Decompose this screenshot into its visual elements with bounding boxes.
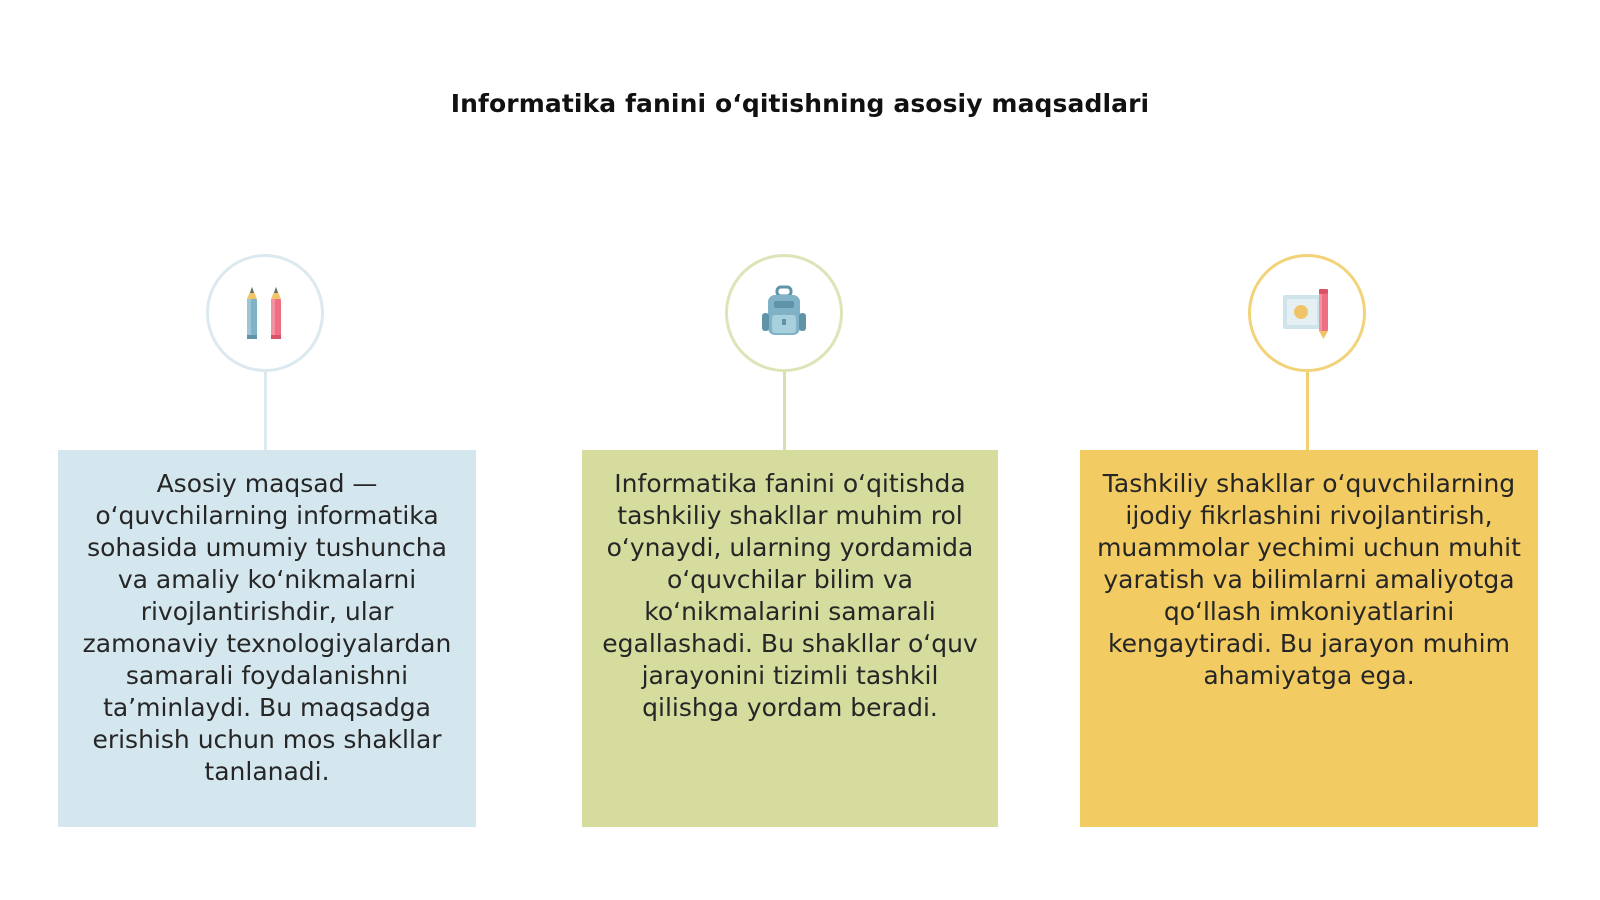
drawing-pencil-icon: [1277, 283, 1337, 343]
slide-title: Informatika fanini o‘qitishning asosiy maqsadlari: [450, 89, 1150, 118]
backpack-icon: [754, 283, 814, 343]
goal-card-3: Tashkiliy shakllar o‘quvchilarning ijodiy fikrlashini rivojlantirish, muammolar yechimi uchun muhit yaratish va bilimlarni amaliyotga qo‘llash imkoniyatlarini kengaytiradi. Bu jarayon muhim ahamiyatga ega.: [1080, 450, 1538, 827]
connector-line-1: [264, 372, 267, 450]
connector-line-3: [1306, 372, 1309, 450]
pencils-icon: [241, 283, 289, 343]
goal-card-2: Informatika fanini o‘qitishda tashkiliy shakllar muhim rol o‘ynaydi, ularning yordamida o‘quvchilar bilim va ko‘nikmalarini samarali egallashadi. Bu shakllar o‘quv jarayonini tizimli tashkil qilishga yordam beradi.: [582, 450, 998, 827]
connector-line-2: [783, 372, 786, 450]
icon-ring-3: [1248, 254, 1366, 372]
icon-ring-1: [206, 254, 324, 372]
icon-ring-2: [725, 254, 843, 372]
goal-card-1: Asosiy maqsad — o‘quvchilarning informatika sohasida umumiy tushuncha va amaliy ko‘nikmalarni rivojlantirishdir, ular zamonaviy texnologiyalardan samarali foydalanishni ta’minlaydi. Bu maqsadga erishish uchun mos shakllar tanlanadi.: [58, 450, 476, 827]
